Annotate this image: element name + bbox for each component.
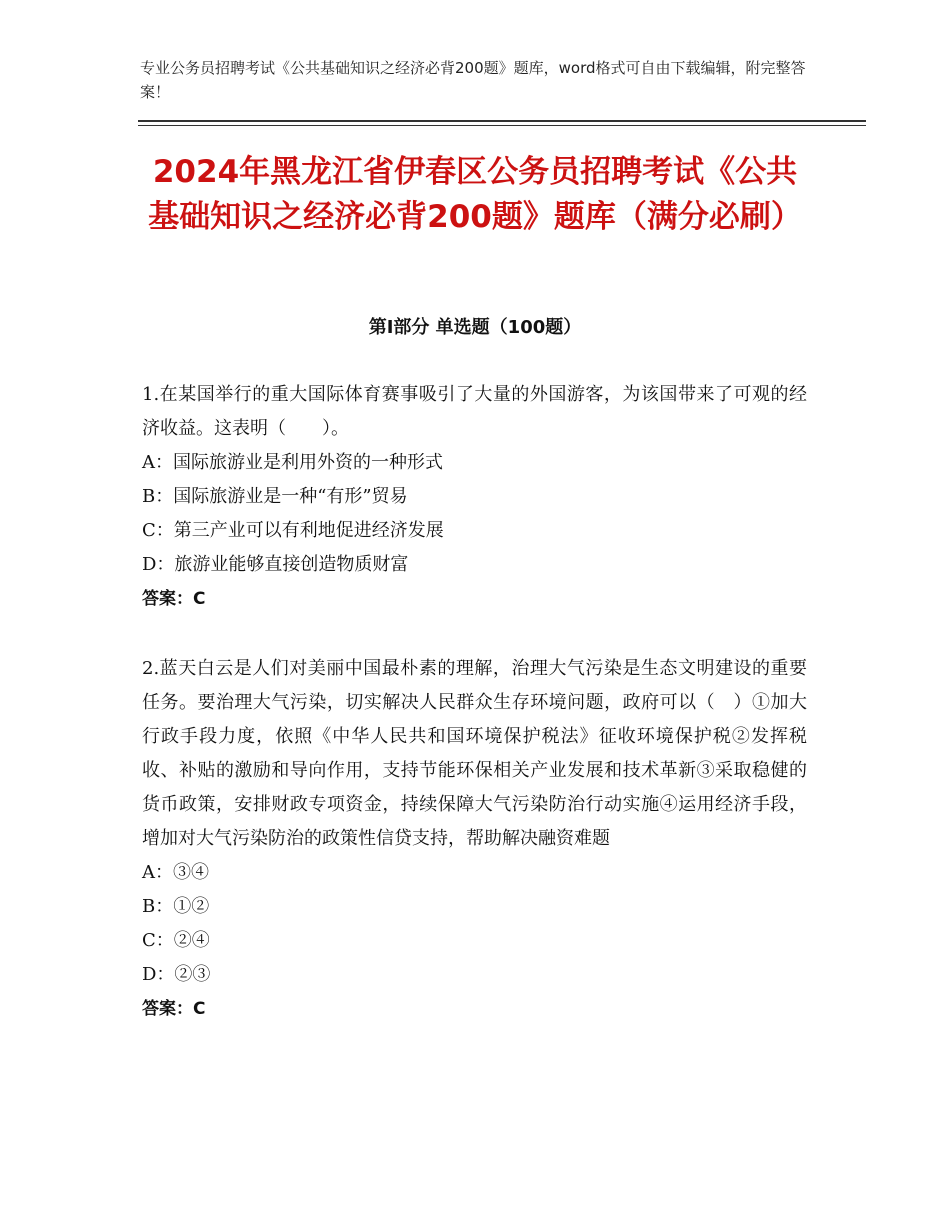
option-a: A：③④: [142, 862, 209, 883]
option-b: B：国际旅游业是一种“有形”贸易: [142, 486, 408, 507]
option-a: A：国际旅游业是利用外资的一种形式: [142, 452, 443, 473]
question-stem: 2.蓝天白云是人们对美丽中国最朴素的理解，治理大气污染是生态文明建设的重要任务。要治理大气污染，切实解决人民群众生存环境问题，政府可以（ ）①加大行政手段力度，依照《中华人民共和国环境保护税法》征收环境保护税②发挥税收、补贴的激励和导向作用，支持节能环保相关产业发展和技术革新③采取稳健的货币政策，安排财政专项资金，持续保障大气污染防治行动实施④运用经济手段，增加对大气污染防治的政策性信贷支持，帮助解决融资难题: [142, 658, 807, 849]
section-title: 第Ⅰ部分 单选题（100题）: [368, 317, 582, 338]
option-d: D：旅游业能够直接创造物质财富: [142, 554, 409, 575]
question-1: [142, 378, 807, 616]
document-title: 2024年黑龙江省伊春区公务员招聘考试《公共基础知识之经济必背200题》题库（满分必刷）: [148, 154, 802, 235]
answer-line: 答案：C: [142, 589, 206, 609]
header-rule-thick: [138, 120, 866, 122]
option-b: B：①②: [142, 896, 210, 917]
option-c: C：第三产业可以有利地促进经济发展: [142, 520, 444, 541]
answer-line: 答案：C: [142, 999, 206, 1019]
option-c: C：②④: [142, 930, 210, 951]
question-stem: 1.在某国举行的重大国际体育赛事吸引了大量的外国游客，为该国带来了可观的经济收益。这表明（ ）。: [142, 384, 807, 439]
question-2: [142, 652, 807, 1026]
header-note: 专业公务员招聘考试《公共基础知识之经济必背200题》题库，word格式可自由下载编辑，附完整答案！: [140, 59, 806, 101]
option-d: D：②③: [142, 964, 211, 985]
header-rule-thin: [138, 125, 866, 126]
